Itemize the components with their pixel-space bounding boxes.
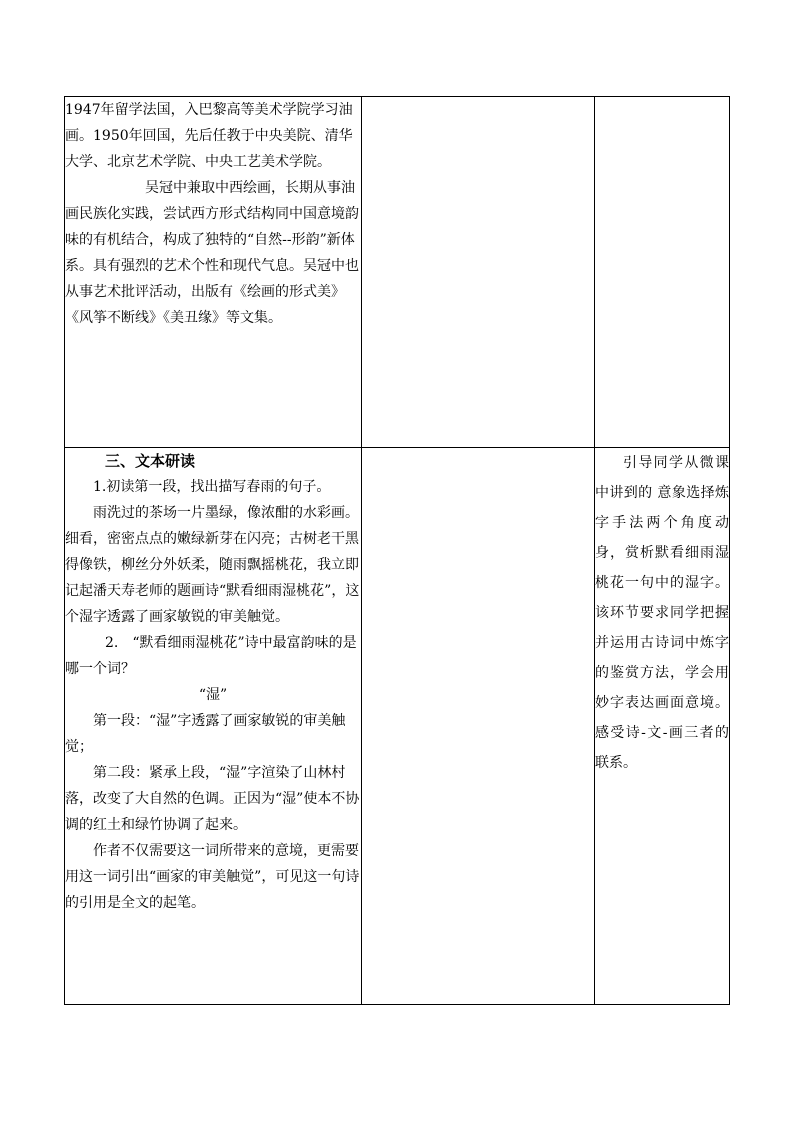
section-heading: 三、文本研读	[105, 452, 196, 470]
question-1-answer: 雨洗过的茶场一片墨绿，像浓酣的水彩画。细看，密密点点的嫩绿新芽在闪亮；古树老干黑得像铁，柳丝分外妖柔，随雨飘摇桃花，我立即记起潘天寿老师的题画诗“默看细雨湿桃花”，这个湿字透露了画家敏锐的审美触觉。	[65, 505, 360, 625]
question-2: 2. “默看细雨湿桃花”诗中最富韵味的是哪一个词？	[65, 635, 357, 677]
design-intent-text: 引导同学从微课中讲到的 意象选择炼字手法两个角度动身，赏析默看细雨湿桃花一句中的湿字。该环节要求同学把握并运用古诗词中炼字的鉴赏方法，学会用妙字表达画面意境。感受诗-文-画三者的联系。	[595, 455, 729, 771]
content-cell	[65, 97, 362, 448]
content-cell	[65, 448, 362, 1005]
question-2-answer: “湿”	[198, 687, 228, 703]
empty-cell	[362, 448, 595, 1005]
table-row	[65, 448, 730, 1005]
conclusion-paragraph: 作者不仅需要这一词所带来的意境，更需要用这一词引出“画家的审美触觉”，可见这一句诗的引用是全文的起笔。	[65, 843, 360, 911]
empty-cell	[595, 97, 730, 448]
empty-cell	[362, 97, 595, 448]
analysis-paragraph-2: 第二段：紧承上段，“湿”字渲染了山林村落，改变了大自然的色调。正因为“湿”使本不协调的红土和绿竹协调了起来。	[65, 765, 360, 833]
style-paragraph: 吴冠中兼取中西绘画，长期从事油画民族化实践，尝试西方形式结构同中国意境韵味的有机结合，构成了独特的“自然--形韵”新体系。具有强烈的艺术个性和现代气息。吴冠中也从事艺术批评活动，出版有《绘画的形式美》《风筝不断线》《美丑缘》等文集。	[65, 180, 359, 326]
table-row	[65, 97, 730, 448]
design-intent-cell	[595, 448, 730, 1005]
analysis-paragraph-1: 第一段：“湿”字透露了画家敏锐的审美触觉；	[65, 713, 346, 755]
question-1: 1.初读第一段，找出描写春雨的句子。	[93, 479, 331, 495]
bio-paragraph: 1947年留学法国，入巴黎高等美术学院学习油画。1950年回国，先后任教于中央美院、清华大学、北京艺术学院、中央工艺美术学院。	[65, 102, 353, 170]
lesson-plan-table	[64, 96, 730, 1005]
